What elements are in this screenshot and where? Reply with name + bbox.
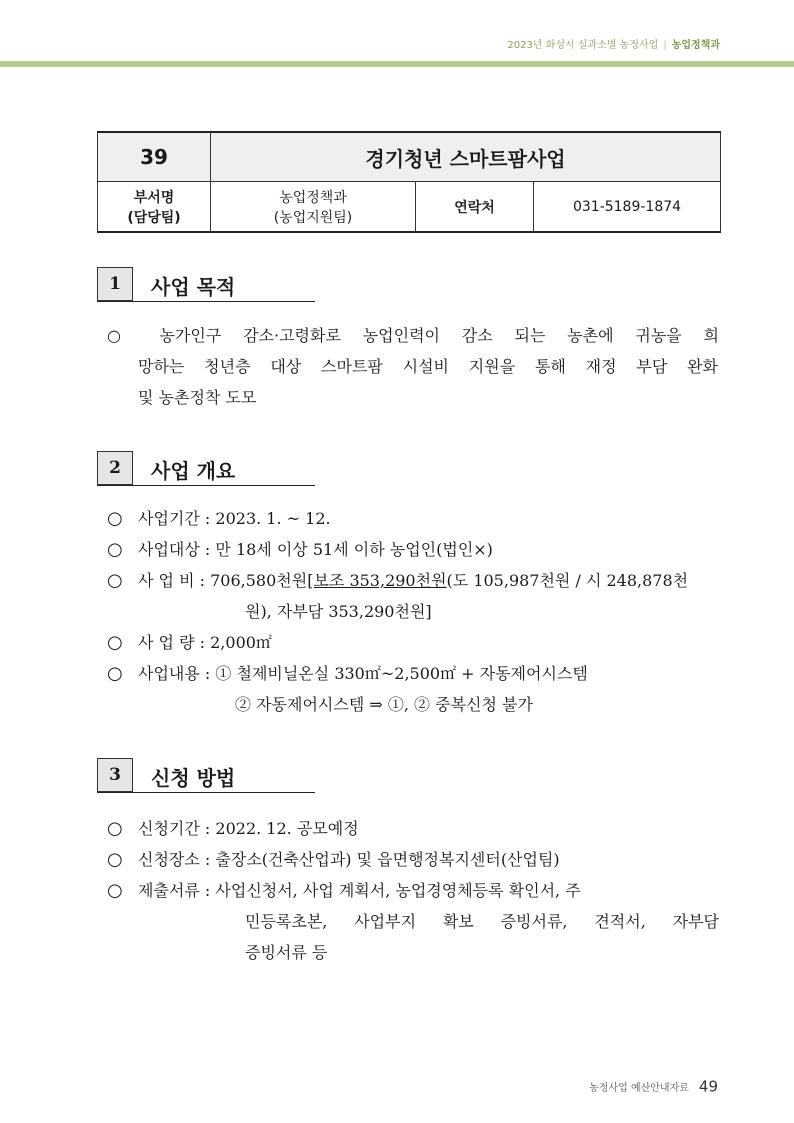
bullet-icon: ○ (107, 818, 123, 839)
page-number: 49 (698, 1077, 718, 1096)
team-value: (농업지원팀) (273, 209, 353, 226)
item-text: 2022. 12. 공모예정 (215, 819, 359, 838)
page-footer (589, 1076, 718, 1096)
section-number: 3 (97, 758, 133, 792)
purpose-line-2: 망하는 청년층 대상 스마트팜 시설비 지원을 통해 재정 부담 완화 (138, 357, 718, 376)
budget-continuation: 원), 자부담 353,290천원] (245, 602, 432, 621)
item-colon: : (204, 664, 211, 683)
dept-value-cell (211, 182, 416, 233)
item-label: 제출서류 (138, 881, 200, 900)
project-title: 경기청년 스마트팜사업 (211, 132, 721, 182)
section-underline (97, 792, 315, 793)
bullet-icon: ○ (107, 570, 123, 591)
header-dept-text: 농업정책과 (671, 40, 720, 51)
item-text: 2023. 1. ~ 12. (215, 509, 331, 528)
bullet-icon: ○ (107, 663, 123, 684)
dept-label-cell (98, 182, 211, 233)
section-number: 2 (97, 451, 133, 485)
bullet-icon: ○ (107, 508, 123, 529)
item-label: 사 업 비 (138, 571, 195, 590)
item-text: 2,000㎡ (210, 633, 272, 652)
item-colon: : (199, 633, 206, 652)
budget-subsidy: [보조 353,290천원 (307, 571, 447, 590)
list-item (138, 631, 272, 655)
project-info-table (97, 131, 721, 233)
budget-total: 706,580천원 (210, 571, 308, 590)
project-number: 39 (98, 132, 211, 182)
footer-title: 농정사업 예산안내자료 (589, 1083, 689, 1094)
section-title: 신청 방법 (151, 766, 236, 790)
header-divider: | (663, 40, 667, 51)
item-text: ① 철제비닐온실 330㎡~2,500㎡ + 자동제어시스템 (215, 664, 588, 683)
section-underline (97, 485, 315, 486)
section-title: 사업 개요 (151, 459, 236, 483)
section-title: 사업 목적 (151, 275, 236, 299)
budget-breakdown: (도 105,987천원 / 시 248,878천 (446, 571, 689, 590)
item-colon: : (204, 850, 211, 869)
content-continuation: ② 자동제어시스템 ⇒ ①, ② 중복신청 불가 (235, 695, 533, 714)
purpose-line-1: ○ 농가인구 감소·고령화로 농업인력이 감소 되는 농촌에 귀농을 희 (107, 326, 719, 345)
item-label: 신청장소 (138, 850, 200, 869)
dept-value: 농업정책과 (279, 189, 347, 206)
item-text: 사업신청서, 사업 계획서, 농업경영체등록 확인서, 주 (215, 881, 581, 900)
header-left-text: 2023년 화성시 실과소별 농정사업 (507, 40, 659, 51)
documents-continuation-2: 증빙서류 등 (245, 943, 328, 962)
list-item (138, 507, 331, 531)
list-item (138, 848, 560, 872)
list-item (138, 662, 588, 686)
documents-continuation-1: 민등록초본, 사업부지 확보 증빙서류, 견적서, 자부담 (245, 912, 719, 931)
item-colon: : (204, 881, 211, 900)
item-colon: : (204, 509, 211, 528)
list-item (138, 817, 359, 841)
bullet-icon: ○ (107, 880, 123, 901)
contact-value: 031-5189-1874 (534, 182, 721, 233)
project-title-row (98, 132, 721, 182)
item-label: 사업기간 (138, 509, 200, 528)
item-colon: : (204, 540, 211, 559)
team-label: (담당팀) (127, 209, 181, 226)
item-text: 만 18세 이상 51세 이하 농업인(법인×) (215, 540, 493, 559)
item-colon: : (199, 571, 206, 590)
purpose-line-3: 및 농촌정착 도모 (138, 388, 257, 407)
list-item (138, 569, 688, 593)
running-header (507, 36, 720, 51)
bullet-icon: ○ (107, 539, 123, 560)
item-label: 사업내용 (138, 664, 200, 683)
list-item (138, 879, 581, 903)
item-text: 출장소(건축산업과) 및 읍면행정복지센터(산업팀) (215, 850, 560, 869)
section-underline (97, 301, 315, 302)
item-label: 사 업 량 (138, 633, 195, 652)
bullet-icon: ○ (107, 632, 123, 653)
bullet-icon: ○ (107, 849, 123, 870)
header-accent-bar (0, 61, 794, 67)
list-item (138, 538, 493, 562)
section-number: 1 (97, 267, 133, 301)
contact-label: 연락처 (416, 182, 534, 233)
dept-label: 부서명 (133, 189, 175, 206)
item-colon: : (204, 819, 211, 838)
item-label: 신청기간 (138, 819, 200, 838)
project-meta-row (98, 182, 721, 233)
item-label: 사업대상 (138, 540, 200, 559)
